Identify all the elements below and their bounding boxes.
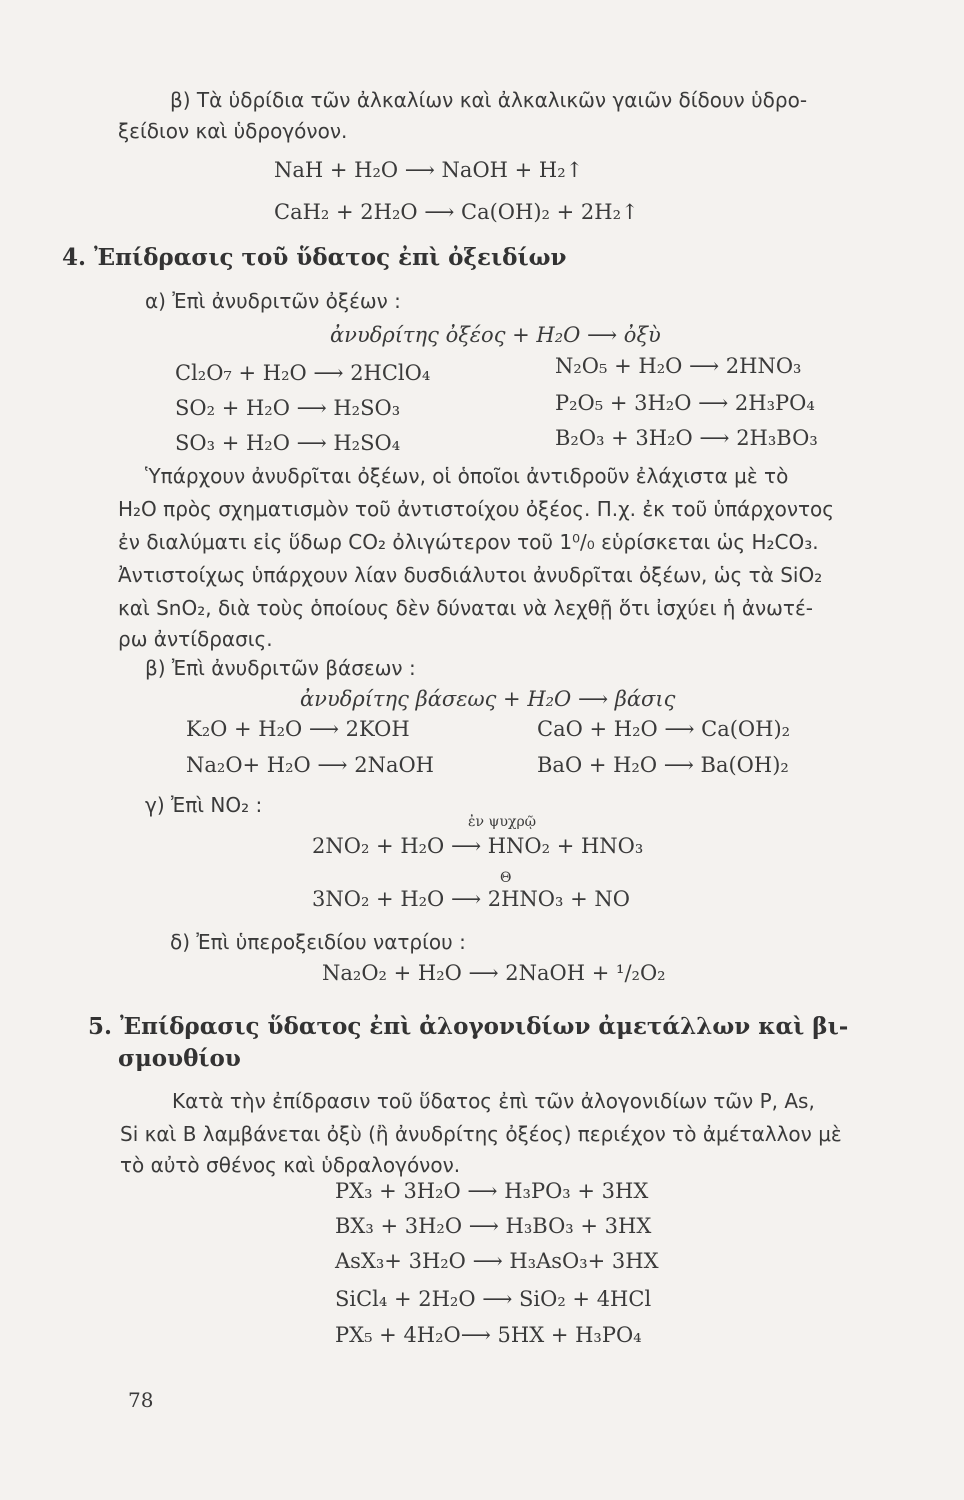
- intro-line-2: ξείδιον καὶ ὑδρογόνον.: [118, 119, 348, 143]
- base-eq-right-2: BaO + H₂O ⟶ Ba(OH)₂: [537, 753, 789, 777]
- halide-para-line-2: Si καὶ B λαμβάνεται ὀξὺ (ἢ ἀνυδρίτης ὀξέος) περιέχον τὸ ἀμέταλλον μὲ: [120, 1122, 842, 1146]
- acid-para-line-6: ρω ἀντίδρασις.: [118, 627, 273, 651]
- acid-eq-left-1: Cl₂O₇ + H₂O ⟶ 2HClO₄: [175, 361, 431, 385]
- halide-eq-5: PX₅ + 4H₂O⟶ 5HX + H₃PO₄: [335, 1323, 642, 1347]
- acid-para-line-3: ἐν διαλύματι εἰς ὕδωρ CO₂ ὀλιγώτερον τοῦ 1⁰/₀ εὑρίσκεται ὡς H₂CO₃.: [118, 530, 819, 554]
- section-4-heading: 4. Ἐπίδρασις τοῦ ὕδατος ἐπὶ ὀξειδίων: [62, 244, 567, 271]
- acid-eq-right-2: P₂O₅ + 3H₂O ⟶ 2H₃PO₄: [555, 391, 815, 415]
- page-number: 78: [128, 1388, 154, 1412]
- sub-g-label: γ) Ἐπὶ NO₂ :: [145, 793, 263, 817]
- halide-para-line-1: Κατὰ τὴν ἐπίδρασιν τοῦ ὕδατος ἐπὶ τῶν ἀλογονιδίων τῶν P, As,: [172, 1089, 815, 1113]
- section-5-heading-line-2: σμουθίου: [118, 1045, 241, 1072]
- base-eq-right-1: CaO + H₂O ⟶ Ca(OH)₂: [537, 717, 791, 741]
- acid-eq-right-3: B₂O₃ + 3H₂O ⟶ 2H₃BO₃: [555, 426, 818, 450]
- acid-eq-left-2: SO₂ + H₂O ⟶ H₂SO₃: [175, 396, 401, 420]
- halide-eq-2: BX₃ + 3H₂O ⟶ H₃BO₃ + 3HX: [335, 1214, 652, 1238]
- halide-eq-1: PX₃ + 3H₂O ⟶ H₃PO₃ + 3HX: [335, 1179, 649, 1203]
- peroxide-eq: Na₂O₂ + H₂O ⟶ 2NaOH + ¹/₂O₂: [322, 961, 666, 985]
- base-general-eq: ἀνυδρίτης βάσεως + H₂O ⟶ βάσις: [300, 687, 676, 711]
- acid-para-line-5: καὶ SnO₂, διὰ τοὺς ὁποίους δὲν δύναται νὰ λεχθῇ ὅτι ἰσχύει ἡ ἀνωτέ-: [118, 596, 813, 620]
- no2-eq-cold: 2NO₂ + H₂O ⟶ HNO₂ + HNO₃: [312, 834, 644, 858]
- acid-para-line-1: Ὑπάρχουν ἀνυδρῖται ὀξέων, οἱ ὁποῖοι ἀντιδροῦν ἐλάχιστα μὲ τὸ: [145, 464, 789, 488]
- sub-a-label: α) Ἐπὶ ἀνυδριτῶν ὀξέων :: [145, 289, 401, 313]
- condition-heat: Θ: [500, 870, 512, 886]
- acid-eq-right-1: N₂O₅ + H₂O ⟶ 2HNO₃: [555, 354, 802, 378]
- hydride-eq-2: CaH₂ + 2H₂O ⟶ Ca(OH)₂ + 2H₂↑: [274, 200, 639, 224]
- acid-general-eq: ἀνυδρίτης ὀξέος + H₂O ⟶ ὀξὺ: [330, 323, 661, 347]
- acid-eq-left-3: SO₃ + H₂O ⟶ H₂SO₄: [175, 431, 401, 455]
- base-eq-left-1: K₂O + H₂O ⟶ 2KOH: [186, 717, 410, 741]
- halide-eq-4: SiCl₄ + 2H₂O ⟶ SiO₂ + 4HCl: [335, 1287, 652, 1311]
- section-5-heading-line-1: 5. Ἐπίδρασις ὕδατος ἐπὶ ἀλογονιδίων ἀμετάλλων καὶ βι-: [88, 1013, 849, 1040]
- condition-cold: ἐν ψυχρῷ: [468, 814, 537, 830]
- hydride-eq-1: NaH + H₂O ⟶ NaOH + H₂↑: [274, 158, 584, 182]
- halide-eq-3: AsX₃+ 3H₂O ⟶ H₃AsO₃+ 3HX: [335, 1249, 659, 1273]
- sub-d-label: δ) Ἐπὶ ὑπεροξειδίου νατρίου :: [170, 930, 466, 954]
- halide-para-line-3: τὸ αὐτὸ σθένος καὶ ὑδραλογόνον.: [120, 1153, 461, 1177]
- intro-line-1: β) Τὰ ὑδρίδια τῶν ἀλκαλίων καὶ ἀλκαλικῶν γαιῶν δίδουν ὑδρο-: [170, 88, 808, 112]
- sub-b-label: β) Ἐπὶ ἀνυδριτῶν βάσεων :: [145, 656, 416, 680]
- base-eq-left-2: Na₂O+ H₂O ⟶ 2NaOH: [186, 753, 434, 777]
- no2-eq-heat: 3NO₂ + H₂O ⟶ 2HNO₃ + NO: [312, 887, 630, 911]
- acid-para-line-2: H₂O πρὸς σχηματισμὸν τοῦ ἀντιστοίχου ὀξέος. Π.χ. ἐκ τοῦ ὑπάρχοντος: [118, 497, 835, 521]
- acid-para-line-4: Ἀντιστοίχως ὑπάρχουν λίαν δυσδιάλυτοι ἀνυδρῖται ὀξέων, ὡς τὰ SiO₂: [118, 563, 823, 587]
